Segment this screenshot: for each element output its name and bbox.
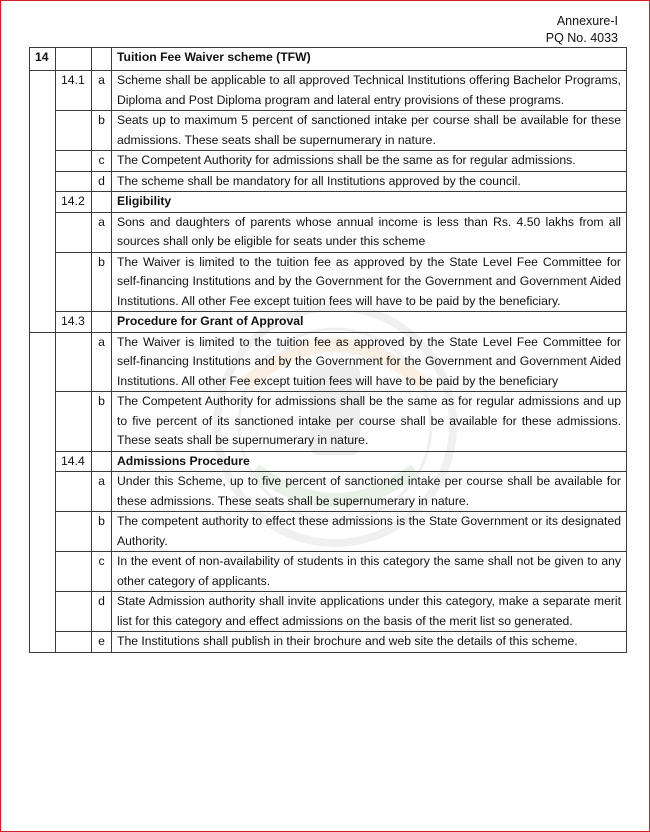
item-text: The Institutions shall publish in their brochure and web site the details of this scheme. xyxy=(112,632,627,653)
subsection-title: Eligibility xyxy=(112,192,627,213)
table-row xyxy=(30,192,627,213)
item-letter: b xyxy=(92,512,112,552)
table-row xyxy=(30,312,627,333)
item-letter: b xyxy=(92,111,112,151)
item-letter: b xyxy=(92,252,112,312)
subsection-title: Admissions Procedure xyxy=(112,451,627,472)
item-text: The Competent Authority for admissions shall be the same as for regular admissions and up to five percent of its sanctioned intake per course shall be available for these admissions. These seats shall be supernumerary in nature. xyxy=(112,392,627,452)
item-letter: a xyxy=(92,332,112,392)
table-row xyxy=(30,451,627,472)
item-text: The competent authority to effect these admissions is the State Government or its designated Authority. xyxy=(112,512,627,552)
item-letter: c xyxy=(92,151,112,172)
table-row xyxy=(30,212,627,252)
table-row xyxy=(30,48,627,71)
table-row xyxy=(30,252,627,312)
item-text: The Waiver is limited to the tuition fee as approved by the State Level Fee Committee for self-financing Institutions and by the Government for the Government and Government Aided Institutions. All other Fee except tuition fees will have to be paid by the beneficiary xyxy=(112,332,627,392)
item-text: State Admission authority shall invite applications under this category, make a separate merit list for this category and effect admissions on the basis of the merit list so generated. xyxy=(112,592,627,632)
table-row xyxy=(30,332,627,392)
item-text: In the event of non-availability of students in this category the same shall not be given to any other category of applicants. xyxy=(112,552,627,592)
annexure-label: Annexure-I xyxy=(556,14,618,28)
item-letter: d xyxy=(92,592,112,632)
item-letter: e xyxy=(92,632,112,653)
section-title: Tuition Fee Waiver scheme (TFW) xyxy=(112,48,627,71)
item-letter: a xyxy=(92,212,112,252)
table-row xyxy=(30,632,627,653)
table-row xyxy=(30,71,627,111)
table-row xyxy=(30,392,627,452)
item-text: Under this Scheme, up to five percent of sanctioned intake per course shall be available for these admissions. These seats shall be supernumerary in nature. xyxy=(112,472,627,512)
table-row xyxy=(30,592,627,632)
table-row xyxy=(30,472,627,512)
document-table xyxy=(29,47,627,653)
pq-number: PQ No. 4033 xyxy=(545,31,618,45)
table-row xyxy=(30,151,627,172)
item-text: The Waiver is limited to the tuition fee as approved by the State Level Fee Committee for self-financing Institutions and by the Government for the Government and Government Aided Institutions. All other Fee except tuition fees will have to be paid by the beneficiary. xyxy=(112,252,627,312)
subsection-title: Procedure for Grant of Approval xyxy=(112,312,627,333)
item-text: The scheme shall be mandatory for all Institutions approved by the council. xyxy=(112,171,627,192)
item-letter: a xyxy=(92,71,112,111)
table-row xyxy=(30,512,627,552)
table-row xyxy=(30,171,627,192)
subsection-number: 14.1 xyxy=(56,71,92,111)
subsection-number: 14.2 xyxy=(56,192,92,213)
item-letter: b xyxy=(92,392,112,452)
item-text: Sons and daughters of parents whose annual income is less than Rs. 4.50 lakhs from all sources shall only be eligible for seats under this scheme xyxy=(112,212,627,252)
item-text: The Competent Authority for admissions shall be the same as for regular admissions. xyxy=(112,151,627,172)
subsection-number: 14.3 xyxy=(56,312,92,333)
table-row xyxy=(30,111,627,151)
item-letter: a xyxy=(92,472,112,512)
item-text: Scheme shall be applicable to all approved Technical Institutions offering Bachelor Programs, Diploma and Post Diploma program and lateral entry provisions of these programs. xyxy=(112,71,627,111)
subsection-number: 14.4 xyxy=(56,451,92,472)
item-letter: c xyxy=(92,552,112,592)
section-number: 14 xyxy=(30,48,56,71)
table-row xyxy=(30,552,627,592)
item-text: Seats up to maximum 5 percent of sanctioned intake per course shall be available for these admissions. These seats shall be supernumerary in nature. xyxy=(112,111,627,151)
item-letter: d xyxy=(92,171,112,192)
